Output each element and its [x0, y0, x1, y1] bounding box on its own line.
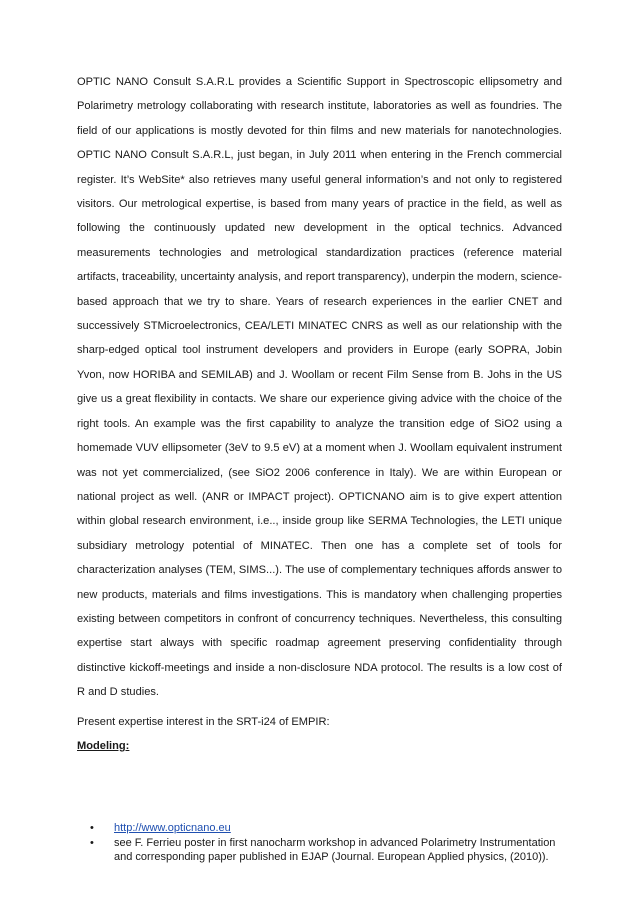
website-link[interactable]: http://www.opticnano.eu [114, 822, 231, 834]
body-paragraph: OPTIC NANO Consult S.A.R.L provides a Scientific Support in Spectroscopic ellipsometry and Polarimetry metrology collaborating with research institute, laboratories as well as foundries. The field of our applications is mostly devoted for thin films and new materials for nanotechnologies. OPTIC NANO Consult S.A.R.L, just began, in July 2011 when entering in the French commercial register. It’s WebSite* also retrieves many useful general information’s and not only to registered visitors. Our metrological expertise, is based from many years of practice in the field, as well as following the continuously updated new development in the optical technics. Advanced measurements technologies and metrological standardization practices (reference material artifacts, traceability, uncertainty analysis, and report transparency), underpin the modern, science-based approach that we try to share. Years of research experiences in the earlier CNET and successively STMicroelectronics, CEA/LETI MINATEC CNRS as well as our relationship with the sharp-edged optical tool instrument developers and providers in Europe (early SOPRA, Jobin Yvon, now HORIBA and SEMILAB) and J. Woollam or recent Film Sense from B. Johs in the US give us a great flexibility in contacts. We share our experience giving advice with the choice of the right tools. An example was the first capability to analyze the transition edge of SiO2 using a homemade VUV ellipsometer (3eV to 9.5 eV) at a moment when J. Woollam equivalent instrument was not yet commercialized, (see SiO2 2006 conference in Italy). We are within European or national project as well. (ANR or IMPACT project). OPTICNANO aim is to give expert attention within global research environment, i.e.., inside group like SERMA Technologies, the LETI unique subsidiary metrology potential of MINATEC. Then one has a complete set of tools for characterization analyses (TEM, SIMS...). The use of complementary techniques affords answer to new products, materials and films investigations. This is mandatory when challenging properties existing between competitors in confront of concurrency techniques. Nevertheless, this consulting expertise start always with specific roadmap agreement preserving confidentiality through distinctive kickoff-meetings and inside a non-disclosure NDA protocol. The results is a low cost of R and D studies. [77, 76, 562, 699]
bullet-icon: • [90, 836, 94, 849]
expertise-intro-line: Present expertise interest in the SRT-i24 of EMPIR: [77, 716, 330, 728]
reference-text: see F. Ferrieu poster in first nanocharm workshop in advanced Polarimetry Instrumentation and corresponding paper published in EJAP (Journal. European Applied physics, (2010)). [114, 836, 556, 863]
footnote-item-website [90, 822, 562, 836]
footnote-list [90, 822, 562, 865]
bullet-icon: • [90, 822, 94, 834]
section-heading-modeling: Modeling: [77, 740, 130, 752]
footnote-item-reference [90, 837, 562, 865]
